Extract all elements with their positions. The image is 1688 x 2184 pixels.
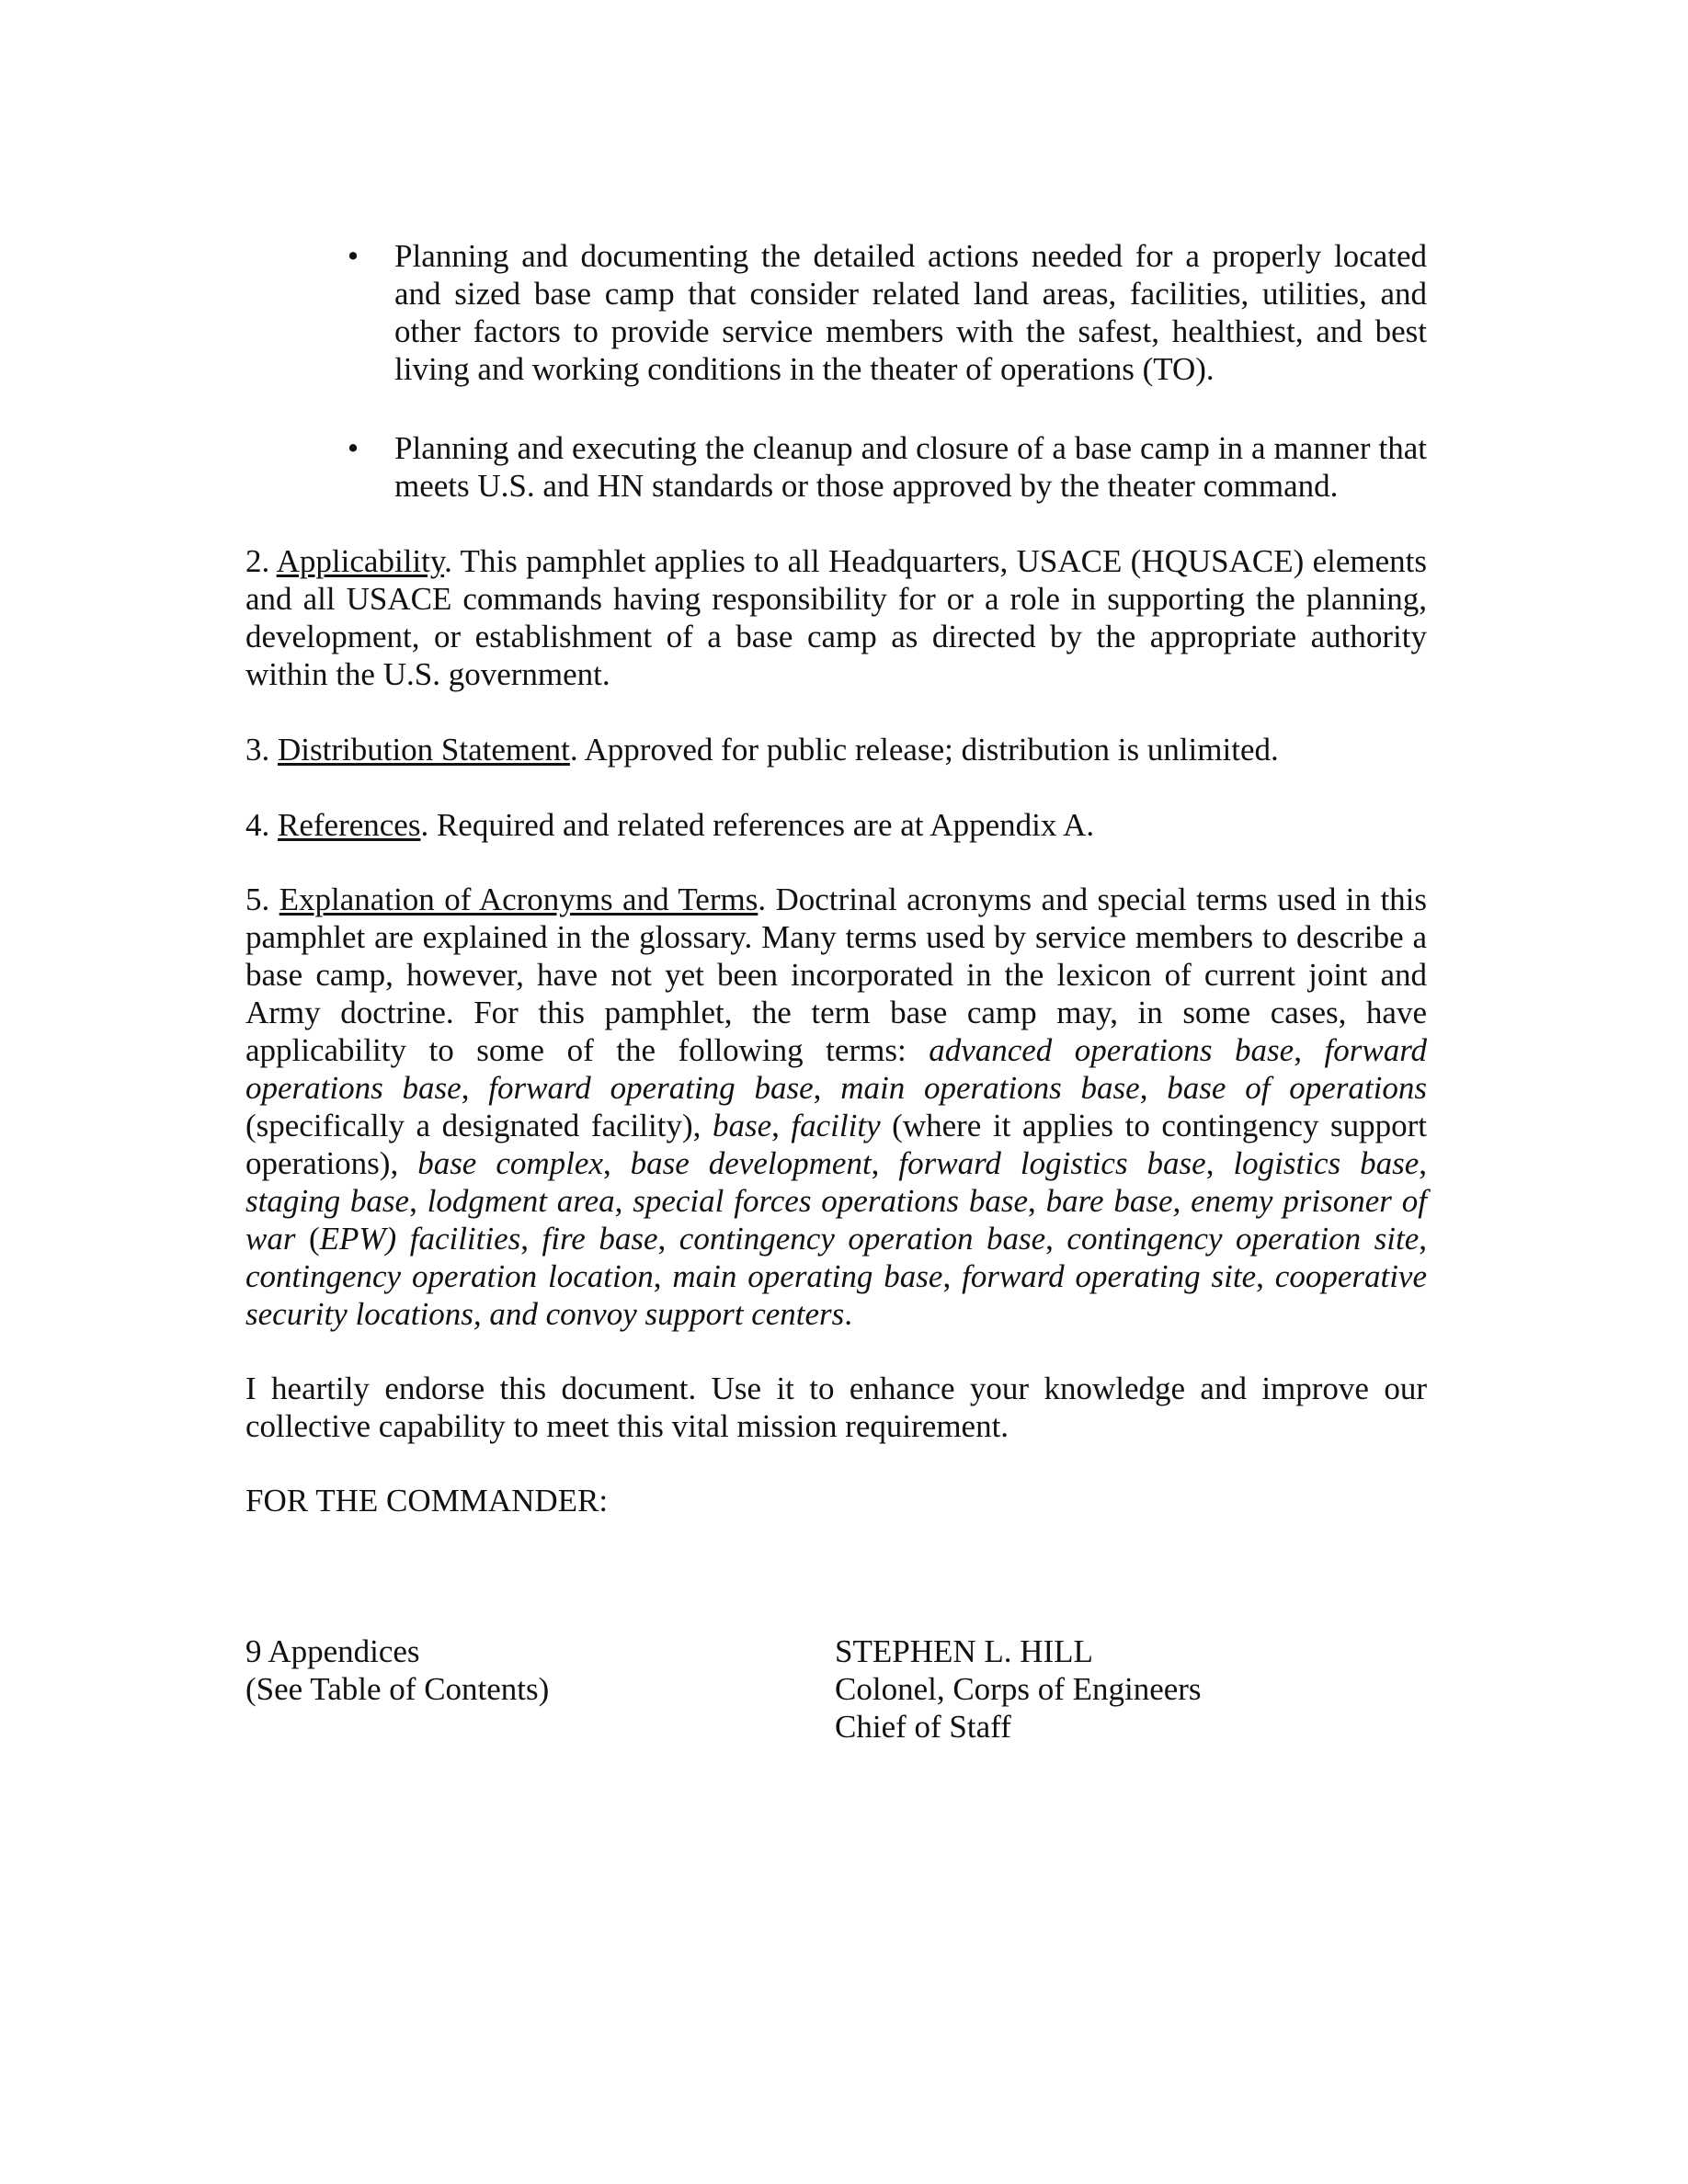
term-italic: advanced operations base xyxy=(929,1032,1295,1068)
term-separator: , xyxy=(1294,1032,1325,1068)
signer-title: Chief of Staff xyxy=(835,1709,1011,1745)
term-separator: , xyxy=(1419,1145,1428,1181)
term-italic: lodgment area xyxy=(427,1183,615,1219)
section-number: 3. xyxy=(245,732,270,768)
term-separator: , xyxy=(1419,1221,1427,1257)
term-separator: , xyxy=(1139,1070,1168,1106)
term-italic: main operations base xyxy=(840,1070,1140,1106)
term-separator: (where it applies to contingency support operations), xyxy=(245,1108,1428,1181)
term-separator: , xyxy=(461,1070,489,1106)
enclosures-block xyxy=(245,1632,549,1708)
bullet-icon: • xyxy=(347,430,359,466)
term-italic: forward logistics base xyxy=(898,1145,1206,1181)
term-separator: . xyxy=(844,1296,853,1332)
term-italic: forward operations base xyxy=(245,1032,1428,1106)
term-italic: forward operating site xyxy=(962,1258,1257,1294)
bullet-text: Planning and documenting the detailed actions needed for a properly located and sized base camp that consider related land areas, facilities, utilities, and other factors to provide service members with the safest, healthiest, and best living and working conditions in the theater of operations (TO). xyxy=(394,238,1427,387)
term-separator: , xyxy=(871,1145,899,1181)
for-the-commander: FOR THE COMMANDER: xyxy=(245,1483,609,1519)
enclosures-note: (See Table of Contents) xyxy=(245,1671,550,1707)
section-text: . This pamphlet applies to all Headquarters, USACE (HQUSACE) elements and all USACE commands having responsibility for or a role in supporting the planning, development, or establishment of a base camp as directed by the appropriate authority within the U.S. government. xyxy=(245,543,1427,692)
section-number: 2. xyxy=(245,543,270,579)
term-separator: , xyxy=(942,1258,963,1294)
section-distribution-statement xyxy=(245,731,1427,768)
term-italic: forward operating base xyxy=(488,1070,814,1106)
term-separator: , xyxy=(1045,1221,1067,1257)
term-italic: base development xyxy=(630,1145,872,1181)
section-references xyxy=(245,806,1427,844)
bullet-item xyxy=(245,429,1427,505)
signer-name: STEPHEN L. HILL xyxy=(835,1633,1093,1669)
section-applicability xyxy=(245,542,1427,693)
term-separator: , xyxy=(602,1145,631,1181)
term-italic: contingency operation location xyxy=(245,1258,654,1294)
term-italic: contingency operation base xyxy=(679,1221,1046,1257)
term-separator: , xyxy=(1205,1145,1234,1181)
term-separator: , xyxy=(771,1108,792,1143)
term-separator: , xyxy=(1256,1258,1275,1294)
term-italic: fire base xyxy=(542,1221,658,1257)
term-italic: base xyxy=(712,1108,772,1143)
term-separator: , xyxy=(520,1221,542,1257)
section-number: 5. xyxy=(245,882,270,917)
section-heading: Distribution Statement xyxy=(278,732,570,768)
term-italic: contingency operation site xyxy=(1066,1221,1420,1257)
term-separator: , xyxy=(1028,1183,1046,1219)
enclosures-count: 9 Appendices xyxy=(245,1633,420,1669)
section-acronyms-and-terms xyxy=(245,881,1427,1333)
term-separator: , xyxy=(657,1221,679,1257)
term-italic: base of operations xyxy=(1167,1070,1427,1106)
section-heading: Explanation of Acronyms and Terms xyxy=(279,882,758,917)
section-heading: Applicability xyxy=(276,543,445,579)
terms-list xyxy=(245,1032,1427,1332)
bullet-icon: • xyxy=(347,238,359,274)
section-text: . Required and related references are at Appendix A. xyxy=(420,807,1095,843)
endorsement-paragraph: I heartily endorse this document. Use it to enhance your knowledge and improve our collective capability to meet this vital mission requirement. xyxy=(245,1371,1427,1444)
term-italic: cooperative security locations, and convoy support centers xyxy=(245,1258,1428,1332)
term-separator: ( xyxy=(295,1221,320,1257)
bullet-text: Planning and executing the cleanup and closure of a base camp in a manner that meets U.S. and HN standards or those approved by the theater command. xyxy=(394,430,1427,504)
term-italic: base complex xyxy=(417,1145,603,1181)
bullet-item xyxy=(245,237,1427,388)
section-text: . Doctrinal acronyms and special terms used in this pamphlet are explained in the glossary. Many terms used by service members to describe a base camp, however, have not yet been incorporated in the lexicon of current joint and Army doctrine. For this pamphlet, the term base camp may, in some cases, have applicability to some of the following terms: xyxy=(245,882,1428,1068)
term-separator: , xyxy=(409,1183,428,1219)
section-text: . Approved for public release; distribution is unlimited. xyxy=(569,732,1279,768)
term-italic: bare base, enemy prisoner of war xyxy=(245,1183,1427,1257)
term-italic: EPW) facilities xyxy=(319,1221,521,1257)
term-separator: , xyxy=(813,1070,841,1106)
term-italic: facility xyxy=(791,1108,881,1143)
term-separator: , xyxy=(614,1183,633,1219)
term-separator: (specifically a designated facility), xyxy=(245,1108,713,1143)
section-heading: References xyxy=(278,807,421,843)
term-italic: main operating base xyxy=(672,1258,943,1294)
section-number: 4. xyxy=(245,807,270,843)
term-separator: , xyxy=(653,1258,673,1294)
term-italic: special forces operations base xyxy=(633,1183,1029,1219)
term-italic: logistics base xyxy=(1233,1145,1420,1181)
term-italic: staging base xyxy=(245,1183,410,1219)
signer-rank: Colonel, Corps of Engineers xyxy=(835,1671,1202,1707)
signature-block xyxy=(835,1632,1202,1746)
